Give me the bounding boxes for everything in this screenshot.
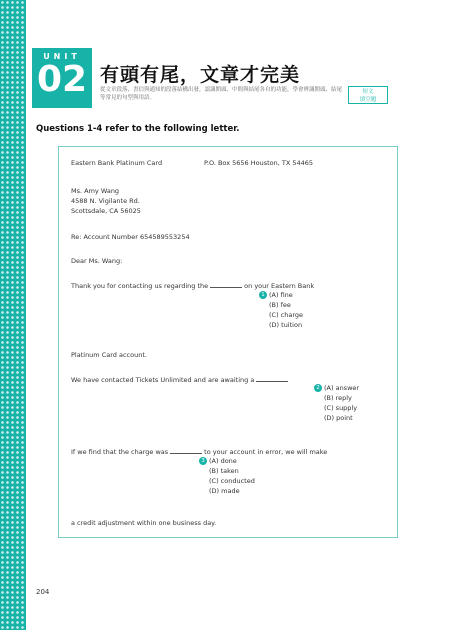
option[interactable] — [314, 403, 359, 413]
option[interactable] — [199, 476, 255, 486]
option-label: (C) supply — [324, 404, 358, 412]
option-label: (D) made — [209, 487, 240, 495]
section-tag-line2: 填空題 — [359, 97, 377, 103]
decorative-side-strip — [0, 0, 26, 630]
option-label: (A) answer — [324, 384, 360, 392]
question-number-badge: 3 — [199, 457, 207, 465]
blank-1[interactable] — [210, 281, 242, 288]
page-number: 204 — [36, 588, 50, 596]
paragraph-3-continued: a credit adjustment within one business day. — [71, 519, 217, 527]
question-heading: Questions 1-4 refer to the following letter. — [36, 124, 240, 134]
option-label: (B) reply — [324, 394, 352, 402]
option[interactable] — [314, 393, 359, 403]
greeting: Dear Ms. Wang: — [71, 257, 123, 265]
paragraph-2 — [71, 375, 290, 384]
unit-number: 02 — [36, 59, 88, 100]
re-line: Re: Account Number 654589553254 — [71, 233, 190, 241]
option[interactable] — [199, 456, 255, 466]
p1-text-after: on your Eastern Bank — [244, 282, 315, 290]
question-1-options — [259, 290, 303, 330]
option-label: (D) point — [324, 414, 353, 422]
section-tag-line1: 短文 — [362, 89, 374, 95]
paragraph-1 — [71, 281, 314, 290]
recipient-name: Ms. Amy Wang — [71, 187, 120, 195]
p3-text-before: If we find that the charge was — [71, 448, 169, 456]
option-label: (A) done — [209, 457, 237, 465]
letter-sender-address: P.O. Box 5656 Houston, TX 54465 — [204, 159, 314, 167]
section-tag — [348, 86, 388, 104]
option[interactable] — [259, 290, 303, 300]
question-number-badge: 1 — [259, 291, 267, 299]
question-2-options — [314, 383, 359, 423]
question-3-options — [199, 456, 255, 496]
p1-text-before: Thank you for contacting us regarding the — [71, 282, 209, 290]
option[interactable] — [314, 413, 359, 423]
option[interactable] — [314, 383, 359, 393]
question-number-badge: 2 — [314, 384, 322, 392]
option-label: (A) fine — [269, 291, 293, 299]
p2-text-before: We have contacted Tickets Unlimited and are awaiting a — [71, 376, 255, 384]
page-subtitle: 從文章段落、書信與通知的段落結構出發，認識開頭、中間與結尾各自的功能，學會辨識開頭、結尾等常見的句型與用語。 — [100, 87, 343, 101]
option-label: (C) charge — [269, 311, 304, 319]
paragraph-3 — [71, 447, 327, 456]
option-label: (B) taken — [209, 467, 239, 475]
option[interactable] — [199, 466, 255, 476]
p3-text-after: to your account in error, we will make — [204, 448, 328, 456]
unit-badge — [32, 48, 92, 108]
option-label: (B) fee — [269, 301, 291, 309]
unit-label: UNIT — [43, 52, 81, 61]
option-label: (D) tuition — [269, 321, 303, 329]
letter-sender: Eastern Bank Platinum Card — [71, 159, 163, 167]
paragraph-1-continued: Platinum Card account. — [71, 351, 147, 359]
blank-2[interactable] — [256, 375, 288, 382]
recipient-city: Scottsdale, CA 56025 — [71, 207, 141, 215]
option[interactable] — [259, 300, 303, 310]
option[interactable] — [259, 310, 303, 320]
option[interactable] — [199, 486, 255, 496]
blank-3[interactable] — [170, 447, 202, 454]
page-title: 有頭有尾，文章才完美 — [100, 64, 301, 86]
option-label: (C) conducted — [209, 477, 255, 485]
letter-box — [58, 146, 398, 538]
recipient-street: 4588 N. Vigilante Rd. — [71, 197, 140, 205]
option[interactable] — [259, 320, 303, 330]
